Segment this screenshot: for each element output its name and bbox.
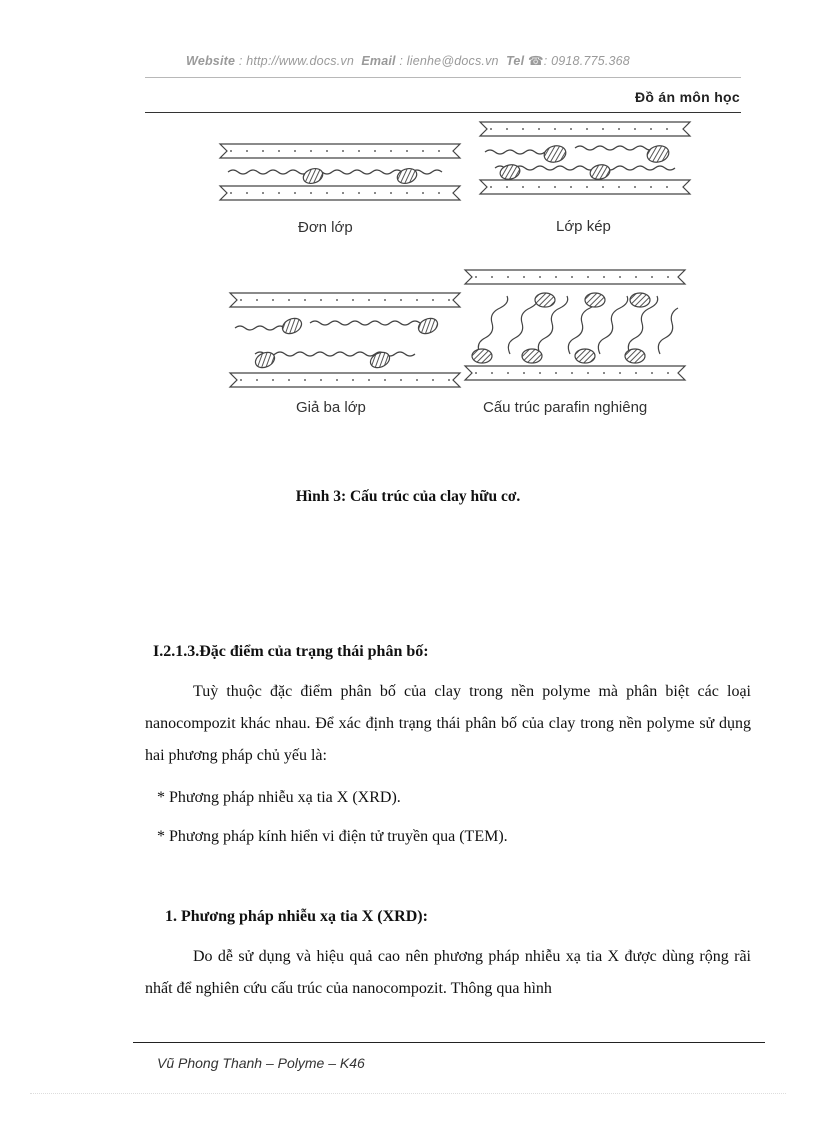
label-bilayer: Lớp kép — [556, 218, 611, 235]
website-value[interactable]: : http://www.docs.vn — [238, 54, 355, 68]
footer-author: Vũ Phong Thanh – Polyme – K46 — [157, 1055, 365, 1071]
tel-value: : 0918.775.368 — [543, 54, 630, 68]
subsection-paragraph: Do dễ sử dụng và hiệu quả cao nên phương pháp nhiễu xạ tia X được dùng rộng rãi nhất để nghiên cứu cấu trúc của nanocompozit. Thông qua hình — [145, 948, 751, 997]
label-monolayer: Đơn lớp — [298, 219, 353, 236]
page-bottom-dots — [30, 1093, 786, 1094]
section-paragraph: Tuỳ thuộc đặc điểm phân bố của clay trong nền polyme mà phân biệt các loại nanocompozit khác nhau. Để xác định trạng thái phân bố của clay trong nền polyme sử dụng hai phương pháp chủ yếu là: — [145, 683, 751, 764]
figure-drawing — [200, 118, 710, 428]
tilted-paraffin-diagram — [465, 270, 685, 380]
website-label: Website — [186, 54, 236, 68]
bullet-xrd: * Phương pháp nhiễu xạ tia X (XRD). — [157, 789, 401, 806]
label-tilted-paraffin: Cấu trúc parafin nghiêng — [483, 399, 648, 416]
monolayer-diagram — [220, 144, 460, 200]
label-pseudo-trilayer: Giả ba lớp — [296, 399, 366, 416]
header-divider-bottom — [145, 112, 741, 113]
header-contact — [0, 53, 816, 68]
footer-divider — [133, 1042, 765, 1043]
header-divider-top — [145, 77, 741, 78]
phone-icon: ☎ — [527, 54, 544, 68]
bilayer-diagram — [480, 122, 690, 194]
tel-label: Tel — [506, 54, 525, 68]
email-label: Email — [361, 54, 396, 68]
section-heading: I.2.1.3.Đặc điểm của trạng thái phân bố: — [153, 643, 429, 660]
document-title: Đồ án môn học — [634, 89, 740, 105]
email-value[interactable]: : lienhe@docs.vn — [399, 54, 499, 68]
bullet-tem: * Phương pháp kính hiển vi điện tử truyền qua (TEM). — [157, 828, 508, 845]
organoclay-structure-figure — [200, 118, 710, 428]
subsection-heading: 1. Phương pháp nhiễu xạ tia X (XRD): — [165, 908, 428, 925]
pseudo-trilayer-diagram — [230, 293, 460, 387]
figure-caption: Hình 3: Cấu trúc của clay hữu cơ. — [295, 488, 521, 505]
